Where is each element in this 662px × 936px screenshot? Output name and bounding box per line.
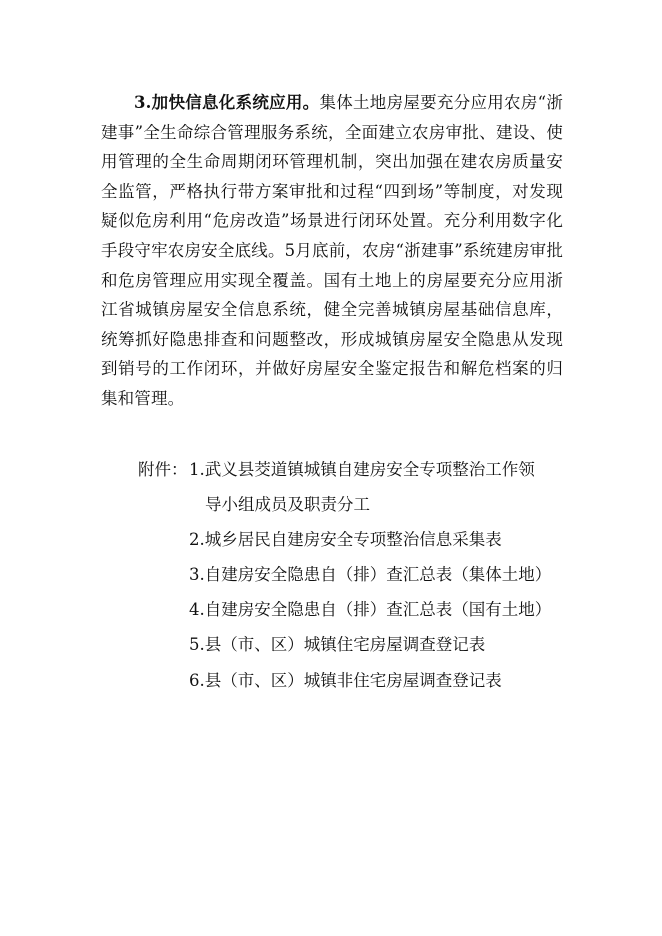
attachments-label: 附件：: [138, 460, 188, 479]
attachment-row-4: [101, 595, 571, 625]
attachment-item-1-line-2: 导小组成员及职责分工: [205, 495, 370, 515]
attachment-item-1-line-1: 1.武义县茭道镇城镇自建房安全专项整治工作领: [189, 460, 535, 479]
attachment-item-4: 4.自建房安全隐患自（排）查汇总表（国有土地）: [189, 600, 552, 620]
attachments-list: [101, 455, 571, 695]
attachment-item-5: 5.县（市、区）城镇住宅房屋调查登记表: [189, 635, 486, 655]
section-heading: 3.加快信息化系统应用。: [134, 93, 320, 112]
attachment-row-1: [101, 455, 571, 485]
section-paragraph-text: 集体土地房屋要充分应用农房“浙建事”全生命综合管理服务系统，全面建立农房审批、建设、使用管理的全生命周期闭环管理机制，突出加强在建农房质量安全监管，严格执行带方案审批和过程“四到场”等制度，对发现疑似危房利用“危房改造”场景进行闭环处置。充分利用数字化手段守牢农房安全底线。5月底前，农房“浙建事”系统建房审批和危房管理应用实现全覆盖。国有土地上的房屋要充分应用浙江省城镇房屋安全信息系统，健全完善城镇房屋基础信息库，统筹抓好隐患排查和问题整改，形成城镇房屋安全隐患从发现到销号的工作闭环，并做好房屋安全鉴定报告和解危档案的归集和管理。: [101, 93, 563, 408]
attachment-item-6: 6.县（市、区）城镇非住宅房屋调查登记表: [189, 670, 502, 690]
attachment-row-2: [101, 525, 571, 555]
attachment-row-3: [101, 560, 571, 590]
attachment-item-2: 2.城乡居民自建房安全专项整治信息采集表: [189, 530, 502, 550]
section-paragraph: [101, 88, 563, 414]
attachment-row-1-cont: [101, 490, 571, 520]
attachment-item-3: 3.自建房安全隐患自（排）查汇总表（集体土地）: [189, 565, 552, 585]
attachment-row-6: [101, 666, 571, 696]
attachment-row-5: [101, 630, 571, 660]
section-body: [101, 88, 563, 414]
